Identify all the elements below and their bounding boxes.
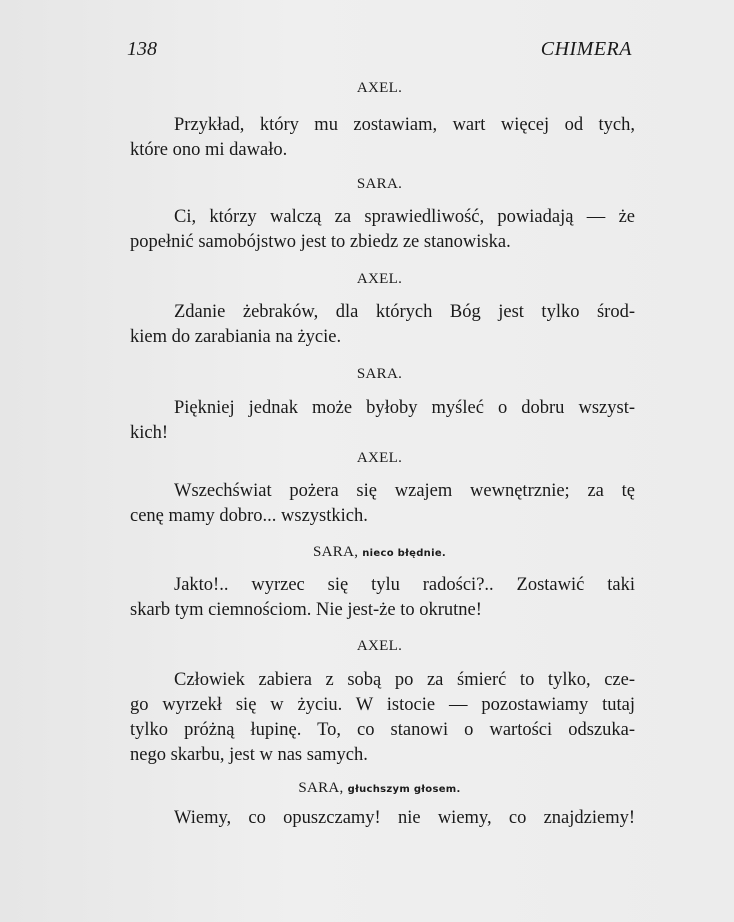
speaker-name: AXEL. [356,638,403,654]
text-line: skarb tym ciemnościom. Nie jest-że to okrutne! [130,600,482,620]
text-line: kich! [130,423,169,443]
speaker-heading [127,450,632,467]
speaker-name: SARA, [298,780,344,796]
speaker-name: SARA. [356,366,403,382]
text-line: Zdanie żebraków, dla których Bóg jest tylko środ- [174,302,635,322]
page-header [127,38,632,64]
text-line: nego skarbu, jest w nas samych. [130,745,368,765]
dialogue-paragraph [130,113,635,163]
text-line: popełnić samobójstwo jest to zbiedz ze stanowiska. [130,232,511,252]
dialogue-paragraph [130,806,635,831]
dialogue-paragraph [130,479,635,529]
text-line: cenę mamy dobro... wszystkich. [130,506,368,526]
speaker-heading [127,544,632,561]
text-line: Jakto!.. wyrzec się tylu radości?.. Zostawić taki [174,575,635,595]
dialogue-paragraph [130,300,635,350]
text-line: Piękniej jednak może byłoby myśleć o dobru wszyst- [174,398,635,418]
speaker-heading [127,176,632,193]
dialogue-paragraph [130,573,635,623]
text-line: kiem do zarabiania na życie. [130,327,342,347]
speaker-heading [127,366,632,383]
text-line: Przykład, który mu zostawiam, wart więcej od tych, [174,115,635,135]
speaker-heading [127,780,632,797]
speaker-heading [127,271,632,288]
speaker-heading [127,638,632,655]
text-line: które ono mi dawało. [130,140,288,160]
stage-direction: głuchszym głosem. [347,784,461,795]
stage-direction: nieco błędnie. [362,548,446,559]
text-line: Wszechświat pożera się wzajem wewnętrznie; za tę [174,481,635,501]
speaker-name: AXEL. [356,450,403,466]
text-line: go wyrzekł się w życiu. W istocie — pozostawiamy tutaj [130,695,635,715]
running-title: CHIMERA [540,38,632,60]
dialogue-paragraph [130,396,635,446]
speaker-name: AXEL. [356,271,403,287]
text-line: tylko próżną łupinę. To, co stanowi o wartości odszuka- [130,720,635,740]
text-line: Człowiek zabiera z sobą po za śmierć to tylko, cze- [174,670,635,690]
page-number: 138 [127,38,157,60]
text-line: Wiemy, co opuszczamy! nie wiemy, co znajdziemy! [174,808,635,828]
text-line: Ci, którzy walczą za sprawiedliwość, powiadają — że [174,207,635,227]
dialogue-paragraph [130,668,635,768]
speaker-name: SARA. [356,176,403,192]
dialogue-paragraph [130,205,635,255]
speaker-name: AXEL. [356,80,403,96]
speaker-name: SARA, [312,544,359,560]
speaker-heading [127,80,632,97]
